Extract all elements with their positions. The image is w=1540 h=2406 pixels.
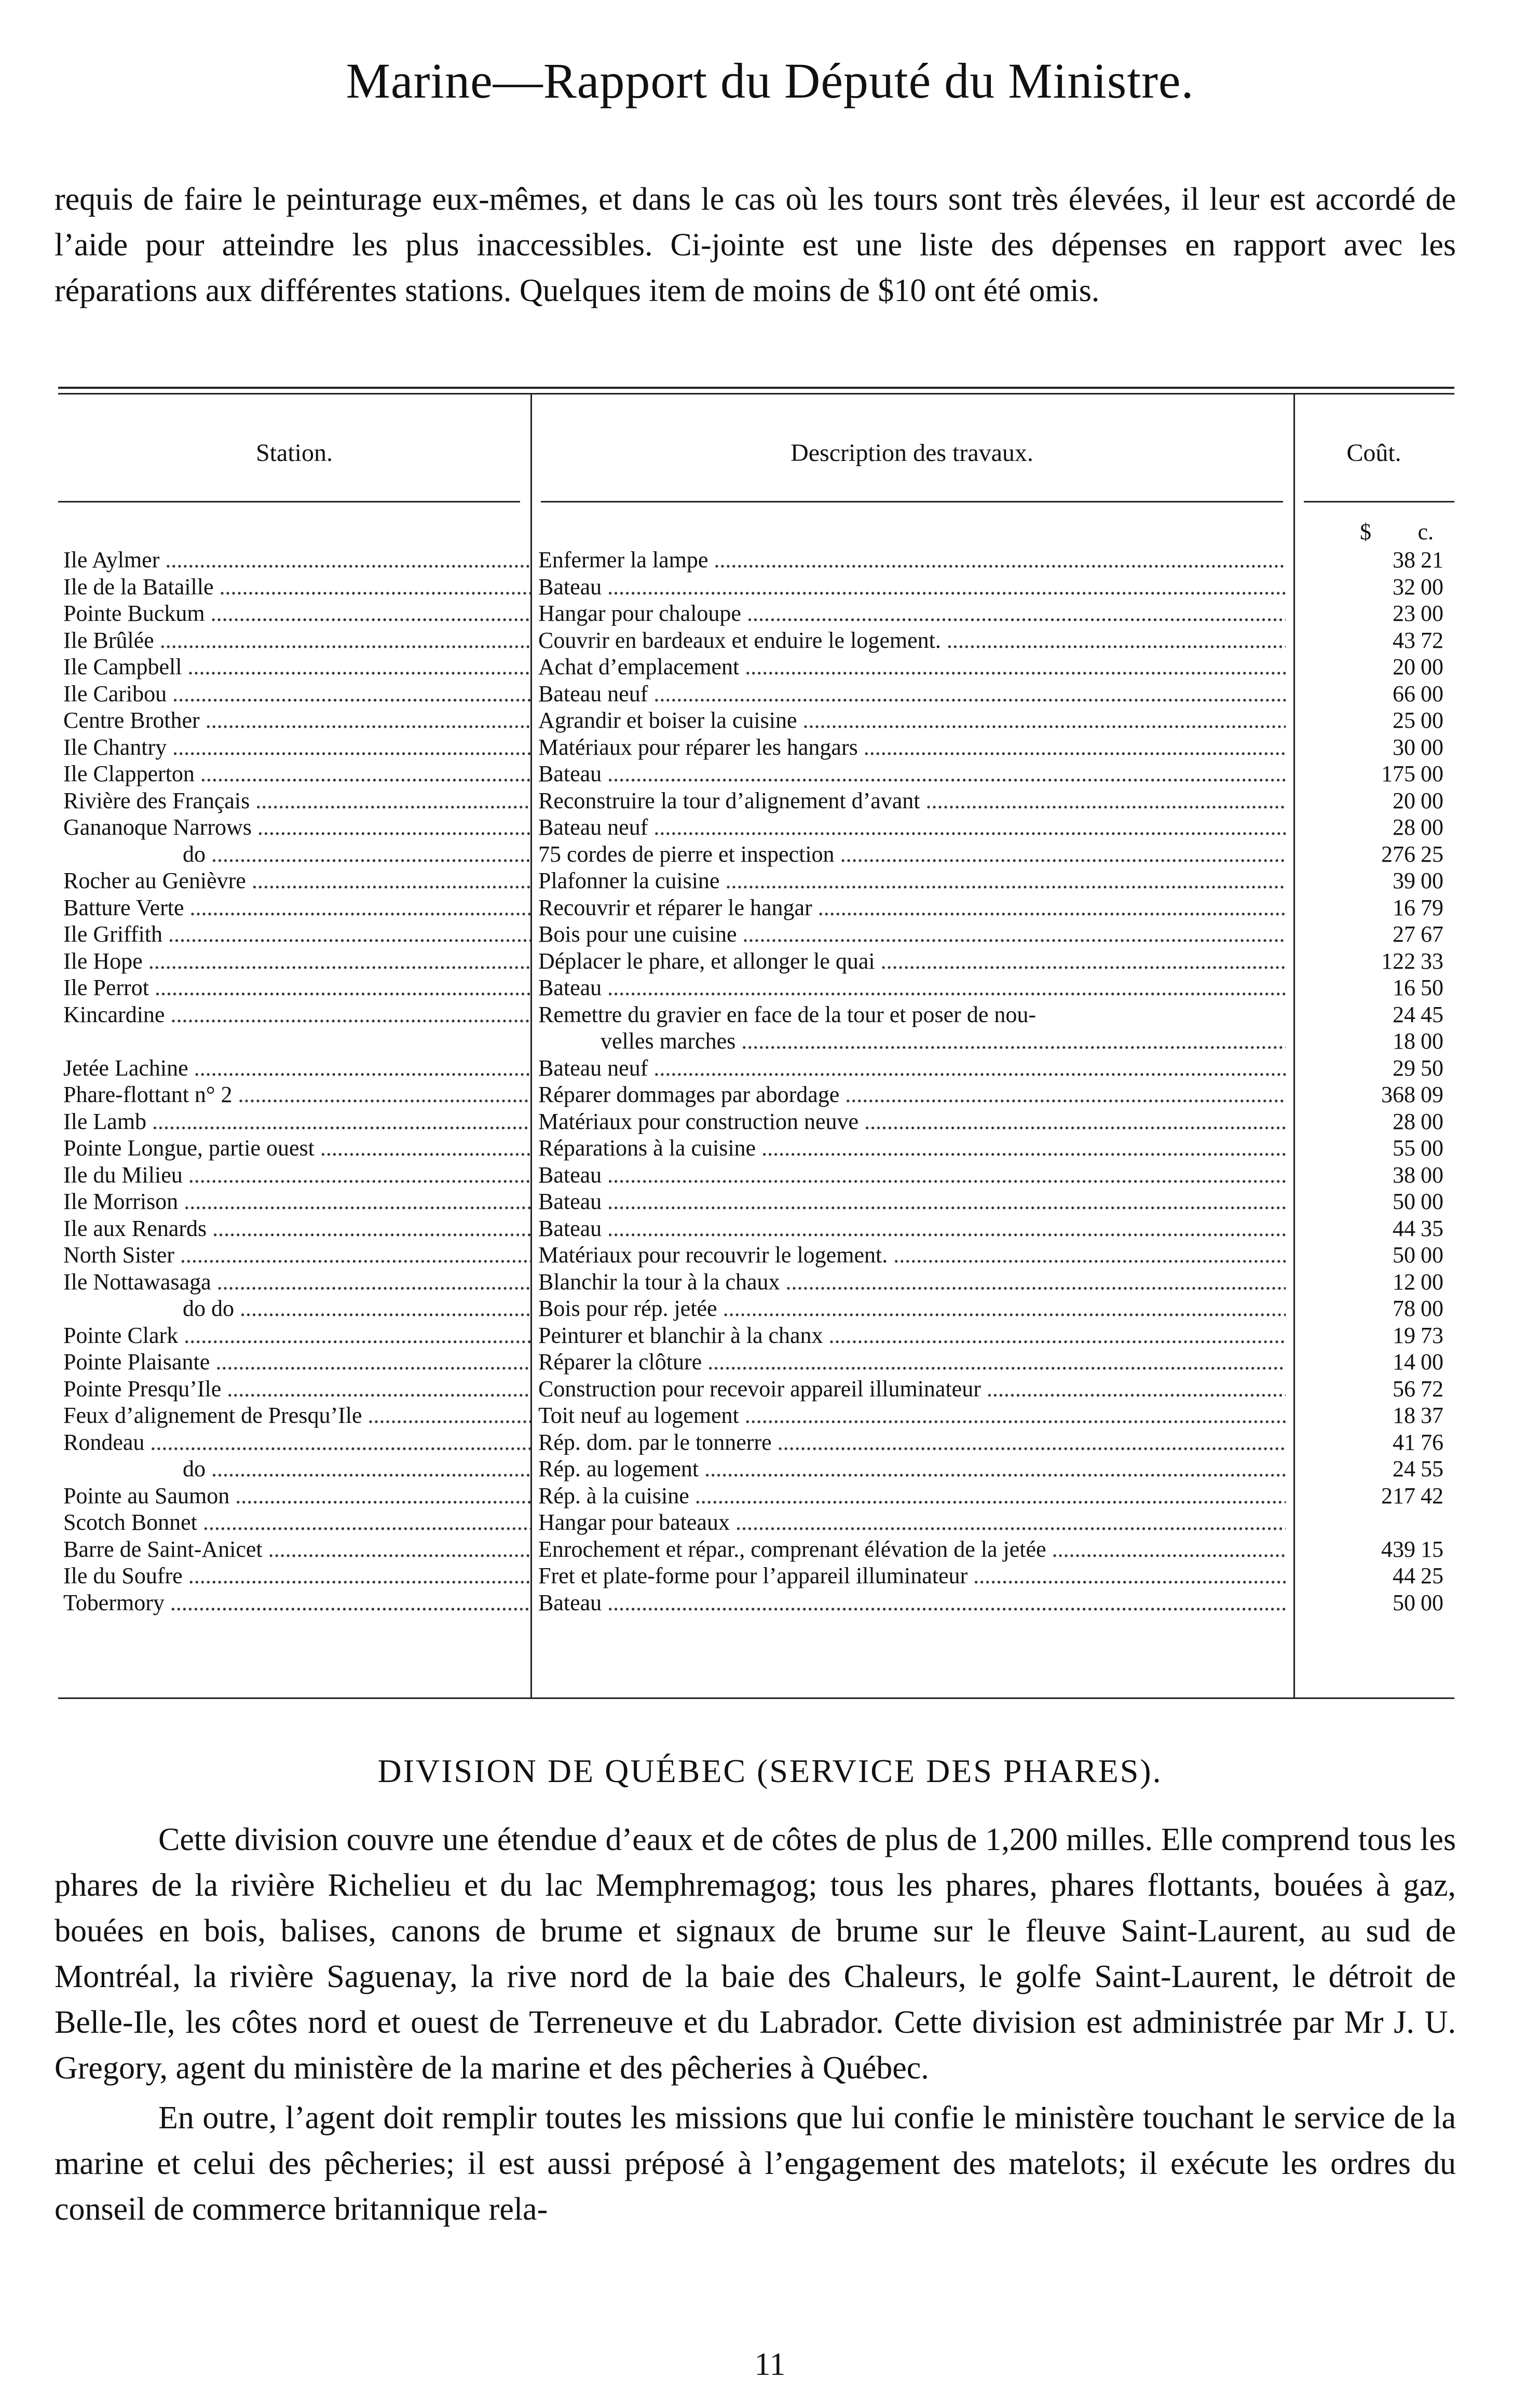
table-row (58, 654, 1454, 681)
header-station: Station. (255, 439, 333, 467)
table-top-rule (58, 387, 1454, 389)
description-cell: Bateau ..... (538, 1215, 1286, 1242)
station-cell: Tobermory ..... (63, 1589, 530, 1616)
station-cell: Ile Chantry ..... (63, 734, 530, 761)
description-cell: Fret et plate-forme pour l’appareil illuminateur ..... (538, 1562, 1286, 1589)
station-cell: Ile du Milieu ..... (63, 1162, 530, 1189)
cost-dollars-cell: 28 (1393, 814, 1415, 840)
station-cell: Rocher au Genièvre ..... (63, 867, 530, 894)
table-row (58, 841, 1454, 868)
cost-dollars-cell: 16 (1393, 975, 1415, 1000)
station-cell: Barre de Saint-Anicet ..... (63, 1536, 530, 1563)
description-cell: Recouvrir et réparer le hangar ..... (538, 894, 1286, 921)
cost-cents-cell: 67 (1421, 921, 1443, 947)
cost-dollars-cell: 50 (1393, 1189, 1415, 1214)
station-cell: Batture Verte ..... (63, 894, 530, 921)
description-cell: Enrochement et répar., comprenant élévation de la jetée ..... (538, 1536, 1286, 1563)
table-row (58, 547, 1454, 574)
intro-paragraph (54, 176, 1456, 314)
cost-dollars-cell: 50 (1393, 1589, 1415, 1615)
cost-cents-cell: 76 (1421, 1429, 1443, 1455)
description-cell: Toit neuf au logement ..... (538, 1402, 1286, 1429)
cost-cents-cell: 25 (1421, 841, 1443, 867)
cost-dollars-cell: 122 (1381, 948, 1415, 974)
station-cell: Scotch Bonnet ..... (63, 1509, 530, 1536)
table-row (58, 1081, 1454, 1108)
table-row (58, 600, 1454, 627)
cost-dollars-cell: 24 (1393, 1001, 1415, 1027)
station-cell: Ile Clapperton ..... (63, 760, 530, 787)
description-cell: Hangar pour bateaux ..... (538, 1509, 1286, 1536)
cost-cents-cell: 00 (1421, 1242, 1443, 1268)
cost-dollars-cell: 56 (1393, 1376, 1415, 1402)
table-row (58, 1322, 1454, 1349)
table-row (58, 787, 1454, 814)
header-rule-station (58, 501, 520, 502)
cost-cents-cell: 42 (1421, 1483, 1443, 1508)
table-top-rule-inner (58, 393, 1454, 395)
header-rule-cost (1304, 501, 1454, 502)
description-cell: Bateau ..... (538, 1162, 1286, 1189)
description-cell: Rép. à la cuisine ..... (538, 1483, 1286, 1510)
cost-dollars-cell: 175 (1381, 761, 1415, 786)
table-row (58, 948, 1454, 975)
cost-cents-cell: 45 (1421, 1001, 1443, 1027)
description-cell: Bois pour une cuisine ..... (538, 921, 1286, 948)
cost-cents-cell: 00 (1421, 1269, 1443, 1295)
description-cell: Bateau ..... (538, 1589, 1286, 1616)
cost-dollars-cell: 24 (1393, 1456, 1415, 1481)
cost-cents-cell: 00 (1421, 787, 1443, 813)
cost-dollars-cell: 28 (1393, 1108, 1415, 1134)
cost-cents-cell: 00 (1421, 734, 1443, 760)
station-cell: Rivière des Français ..... (63, 787, 530, 814)
cost-cents-cell: 35 (1421, 1215, 1443, 1241)
station-cell: Ile Hope ..... (63, 948, 530, 975)
table-row (58, 707, 1454, 734)
cost-cents-cell: 00 (1421, 761, 1443, 786)
cost-cents-cell: 50 (1421, 1055, 1443, 1081)
station-cell: Ile Nottawasaga ..... (63, 1269, 530, 1296)
cost-dollars-cell: 32 (1393, 574, 1415, 600)
cost-dollars-cell: 44 (1393, 1215, 1415, 1241)
cost-dollars-cell: 23 (1393, 601, 1415, 626)
station-cell: Pointe au Saumon ..... (63, 1483, 530, 1510)
station-cell: Pointe Plaisante ..... (63, 1349, 530, 1376)
cost-dollars-cell: 20 (1393, 787, 1415, 813)
cost-cents-cell: 00 (1421, 1349, 1443, 1375)
cost-cents-cell: 00 (1421, 868, 1443, 893)
station-cell: Ile Lamb ..... (63, 1108, 530, 1135)
station-cell: Pointe Longue, partie ouest ..... (63, 1135, 530, 1162)
cost-cents-cell: 72 (1421, 1376, 1443, 1402)
cost-cents-cell: 00 (1421, 1189, 1443, 1214)
table-row (58, 1295, 1454, 1322)
cost-dollars-cell: 18 (1393, 1403, 1415, 1428)
description-cell: Enfermer la lampe ..... (538, 547, 1286, 574)
station-cell: Ile Campbell ..... (63, 654, 530, 681)
description-cell: Bateau neuf ..... (538, 681, 1286, 708)
table-row (58, 1269, 1454, 1296)
description-cell: Achat d’emplacement ..... (538, 654, 1286, 681)
cost-dollars-cell: 217 (1381, 1483, 1415, 1508)
cost-dollars-cell: 12 (1393, 1269, 1415, 1295)
description-cell: Bateau ..... (538, 574, 1286, 601)
table-row (58, 1402, 1454, 1429)
station-cell: Pointe Clark ..... (63, 1322, 530, 1349)
section-paragraph-2: En outre, l’agent doit remplir toutes les missions que lui confie le ministère touchant le service de la marine et celui des pêcheries; il est aussi préposé à l’engagement des matelots; il exécute les ordres du conseil de commerce britannique rela- (54, 2100, 1456, 2227)
intro-text: requis de faire le peinturage eux-mêmes, et dans le cas où les tours sont très élevées, il leur est accordé de l’aide pour atteindre les plus inaccessibles. Ci-jointe est une liste des dépenses en rapport avec les réparations aux différentes stations. Quelques item de moins de $10 ont été omis. (54, 182, 1456, 308)
table-row (58, 574, 1454, 601)
table-row (58, 1028, 1454, 1055)
cost-cents-cell: 00 (1421, 601, 1443, 626)
cost-cents-cell: 00 (1421, 654, 1443, 679)
station-cell: Ile aux Renards ..... (63, 1215, 530, 1242)
cost-cents-cell: 00 (1421, 1028, 1443, 1054)
table-row (58, 921, 1454, 948)
description-cell: Couvrir en bardeaux et enduire le logement. ..... (538, 627, 1286, 654)
station-cell: Centre Brother ..... (63, 707, 530, 734)
cost-dollars-cell: 19 (1393, 1322, 1415, 1348)
station-cell: North Sister ..... (63, 1242, 530, 1269)
cost-dollars-cell: 38 (1393, 547, 1415, 573)
table-row (58, 867, 1454, 894)
dollar-sign: $ (1360, 519, 1371, 545)
section-body (54, 1817, 1456, 2236)
description-cell: Construction pour recevoir appareil illuminateur ..... (538, 1376, 1286, 1403)
cost-dollars-cell: 25 (1393, 708, 1415, 733)
description-cell: Bateau neuf ..... (538, 814, 1286, 841)
table-row (58, 1188, 1454, 1215)
table-row (58, 734, 1454, 761)
cost-dollars-cell: 78 (1393, 1296, 1415, 1321)
description-cell: Bateau ..... (538, 974, 1286, 1001)
header-rule-description (541, 501, 1283, 502)
description-cell: Agrandir et boiser la cuisine ..... (538, 707, 1286, 734)
description-cell: Réparer la clôture ..... (538, 1349, 1286, 1376)
cost-dollars-cell: 368 (1381, 1082, 1415, 1107)
cost-dollars-cell: 27 (1393, 921, 1415, 947)
section-paragraph-1: Cette division couvre une étendue d’eaux et de côtes de plus de 1,200 milles. Elle comprend tous les phares de la rivière Richelieu et du lac Memphremagog; tous les phares, phares flottants, bouées à gaz, bouées en bois, balises, canons de brume et signaux de brume sur le fleuve Saint-Laurent, au sud de Montréal, la rivière Saguenay, la rive nord de la baie des Chaleurs, le golfe Saint-Laurent, le détroit de Belle-Ile, les côtes nord et ouest de Terreneuve et du Labrador. Cette division est administrée par Mr J. U. Gregory, agent du ministère de la marine et des pêcheries à Québec. (54, 1822, 1456, 2086)
table-row (58, 1242, 1454, 1269)
station-cell: Feux d’alignement de Presqu’Ile ..... (63, 1402, 530, 1429)
station-cell: Rondeau ..... (63, 1429, 530, 1456)
cost-dollars-cell: 18 (1393, 1028, 1415, 1054)
description-cell: Rép. dom. par le tonnerre ..... (538, 1429, 1286, 1456)
station-cell: do do ..... (63, 1295, 530, 1322)
table-row (58, 681, 1454, 708)
cost-cents-cell: 00 (1421, 814, 1443, 840)
station-cell: Pointe Presqu’Ile ..... (63, 1376, 530, 1403)
station-cell: do ..... (63, 1456, 530, 1483)
description-cell: Peinturer et blanchir à la chanx ..... (538, 1322, 1286, 1349)
cost-dollars-cell: 66 (1393, 681, 1415, 706)
description-cell: Hangar pour chaloupe ..... (538, 600, 1286, 627)
table-row (58, 760, 1454, 787)
table-row (58, 894, 1454, 921)
table-row (58, 1349, 1454, 1376)
station-cell: Ile Perrot ..... (63, 974, 530, 1001)
description-cell: Matériaux pour recouvrir le logement. ..... (538, 1242, 1286, 1269)
header-description: Description des travaux. (791, 439, 1033, 467)
table-row (58, 1108, 1454, 1135)
cents-sign: c. (1418, 519, 1434, 545)
cost-cents-cell: 00 (1421, 681, 1443, 706)
station-cell: Ile Aylmer ..... (63, 547, 530, 574)
running-head: Marine—Rapport du Député du Ministre. (346, 53, 1194, 108)
cost-dollars-cell: 38 (1393, 1162, 1415, 1188)
description-cell: Rép. au logement ..... (538, 1456, 1286, 1483)
page-number: 11 (754, 2347, 786, 2382)
table-row (58, 974, 1454, 1001)
cost-dollars-cell: 50 (1393, 1242, 1415, 1268)
cost-dollars-cell: 41 (1393, 1429, 1415, 1455)
description-cell: velles marches ..... (538, 1028, 1286, 1055)
cost-cents-cell: 25 (1421, 1563, 1443, 1588)
station-cell: Ile Morrison ..... (63, 1188, 530, 1215)
table-row (58, 1536, 1454, 1563)
cost-cents-cell: 00 (1421, 1296, 1443, 1321)
station-cell: Ile du Soufre ..... (63, 1562, 530, 1589)
description-cell: Bois pour rép. jetée ..... (538, 1295, 1286, 1322)
table-row (58, 1483, 1454, 1510)
table-row (58, 1376, 1454, 1403)
cost-dollars-cell: 16 (1393, 894, 1415, 920)
station-cell: Pointe Buckum ..... (63, 600, 530, 627)
table-body (58, 516, 1454, 1616)
description-cell: Déplacer le phare, et allonger le quai ..... (538, 948, 1286, 975)
description-cell: 75 cordes de pierre et inspection ..... (538, 841, 1286, 868)
table-bottom-rule (58, 1697, 1454, 1699)
cost-dollars-cell: 43 (1393, 627, 1415, 653)
station-cell: Gananoque Narrows ..... (63, 814, 530, 841)
cost-cents-cell: 09 (1421, 1082, 1443, 1107)
table-row (58, 1135, 1454, 1162)
cost-dollars-cell: 14 (1393, 1349, 1415, 1375)
table-row (58, 627, 1454, 654)
station-cell: do ..... (63, 841, 530, 868)
cost-dollars-cell: 30 (1393, 734, 1415, 760)
description-cell: Matériaux pour construction neuve ..... (538, 1108, 1286, 1135)
station-cell: Ile de la Bataille ..... (63, 574, 530, 601)
cost-dollars-cell: 39 (1393, 868, 1415, 893)
cost-dollars-cell: 44 (1393, 1563, 1415, 1588)
table-row (58, 1589, 1454, 1616)
cost-cents-cell: 37 (1421, 1403, 1443, 1428)
table-row (58, 1509, 1454, 1536)
description-cell: Matériaux pour réparer les hangars ..... (538, 734, 1286, 761)
cost-dollars-cell: 29 (1393, 1055, 1415, 1081)
description-cell: Bateau neuf ..... (538, 1055, 1286, 1082)
station-cell: Ile Griffith ..... (63, 921, 530, 948)
expense-table (58, 387, 1454, 1700)
description-cell: Remettre du gravier en face de la tour et poser de nou- (538, 1001, 1037, 1027)
cost-cents-cell: 15 (1421, 1536, 1443, 1562)
cost-cents-cell: 00 (1421, 1162, 1443, 1188)
description-cell: Réparations à la cuisine ..... (538, 1135, 1286, 1162)
cost-dollars-cell: 439 (1381, 1536, 1415, 1562)
cost-dollars-cell: 276 (1381, 841, 1415, 867)
description-cell: Bateau ..... (538, 1188, 1286, 1215)
cost-dollars-cell: 55 (1393, 1135, 1415, 1161)
station-cell: Jetée Lachine ..... (63, 1055, 530, 1082)
table-row (58, 814, 1454, 841)
cost-cents-cell: 00 (1421, 1135, 1443, 1161)
table-row (58, 1562, 1454, 1589)
cost-cents-cell: 00 (1421, 1108, 1443, 1134)
cost-cents-cell: 00 (1421, 574, 1443, 600)
table-row (58, 1162, 1454, 1189)
cost-cents-cell: 73 (1421, 1322, 1443, 1348)
table-row (58, 1456, 1454, 1483)
station-cell: Kincardine ..... (63, 1001, 530, 1028)
header-cost: Coût. (1346, 439, 1401, 467)
table-row (58, 1055, 1454, 1082)
description-cell: Reconstruire la tour d’alignement d’avant ..... (538, 787, 1286, 814)
cost-cents-cell: 00 (1421, 1589, 1443, 1615)
cost-cents-cell: 33 (1421, 948, 1443, 974)
description-cell: Bateau ..... (538, 760, 1286, 787)
cost-cents-cell: 50 (1421, 975, 1443, 1000)
station-cell: Ile Caribou ..... (63, 681, 530, 708)
cost-cents-cell: 79 (1421, 894, 1443, 920)
currency-header (58, 516, 1454, 547)
cost-dollars-cell: 20 (1393, 654, 1415, 679)
cost-cents-cell: 21 (1421, 547, 1443, 573)
description-cell: Plafonner la cuisine ..... (538, 867, 1286, 894)
table-row (58, 1001, 1454, 1028)
description-cell: Blanchir la tour à la chaux ..... (538, 1269, 1286, 1296)
cost-cents-cell: 72 (1421, 627, 1443, 653)
cost-cents-cell: 00 (1421, 708, 1443, 733)
station-cell: Phare-flottant n° 2 ..... (63, 1081, 530, 1108)
table-row (58, 1429, 1454, 1456)
cost-cents-cell: 55 (1421, 1456, 1443, 1481)
section-title: DIVISION DE QUÉBEC (SERVICE DES PHARES). (377, 1752, 1163, 1789)
table-row (58, 1215, 1454, 1242)
station-cell: Ile Brûlée ..... (63, 627, 530, 654)
description-cell: Réparer dommages par abordage ..... (538, 1081, 1286, 1108)
